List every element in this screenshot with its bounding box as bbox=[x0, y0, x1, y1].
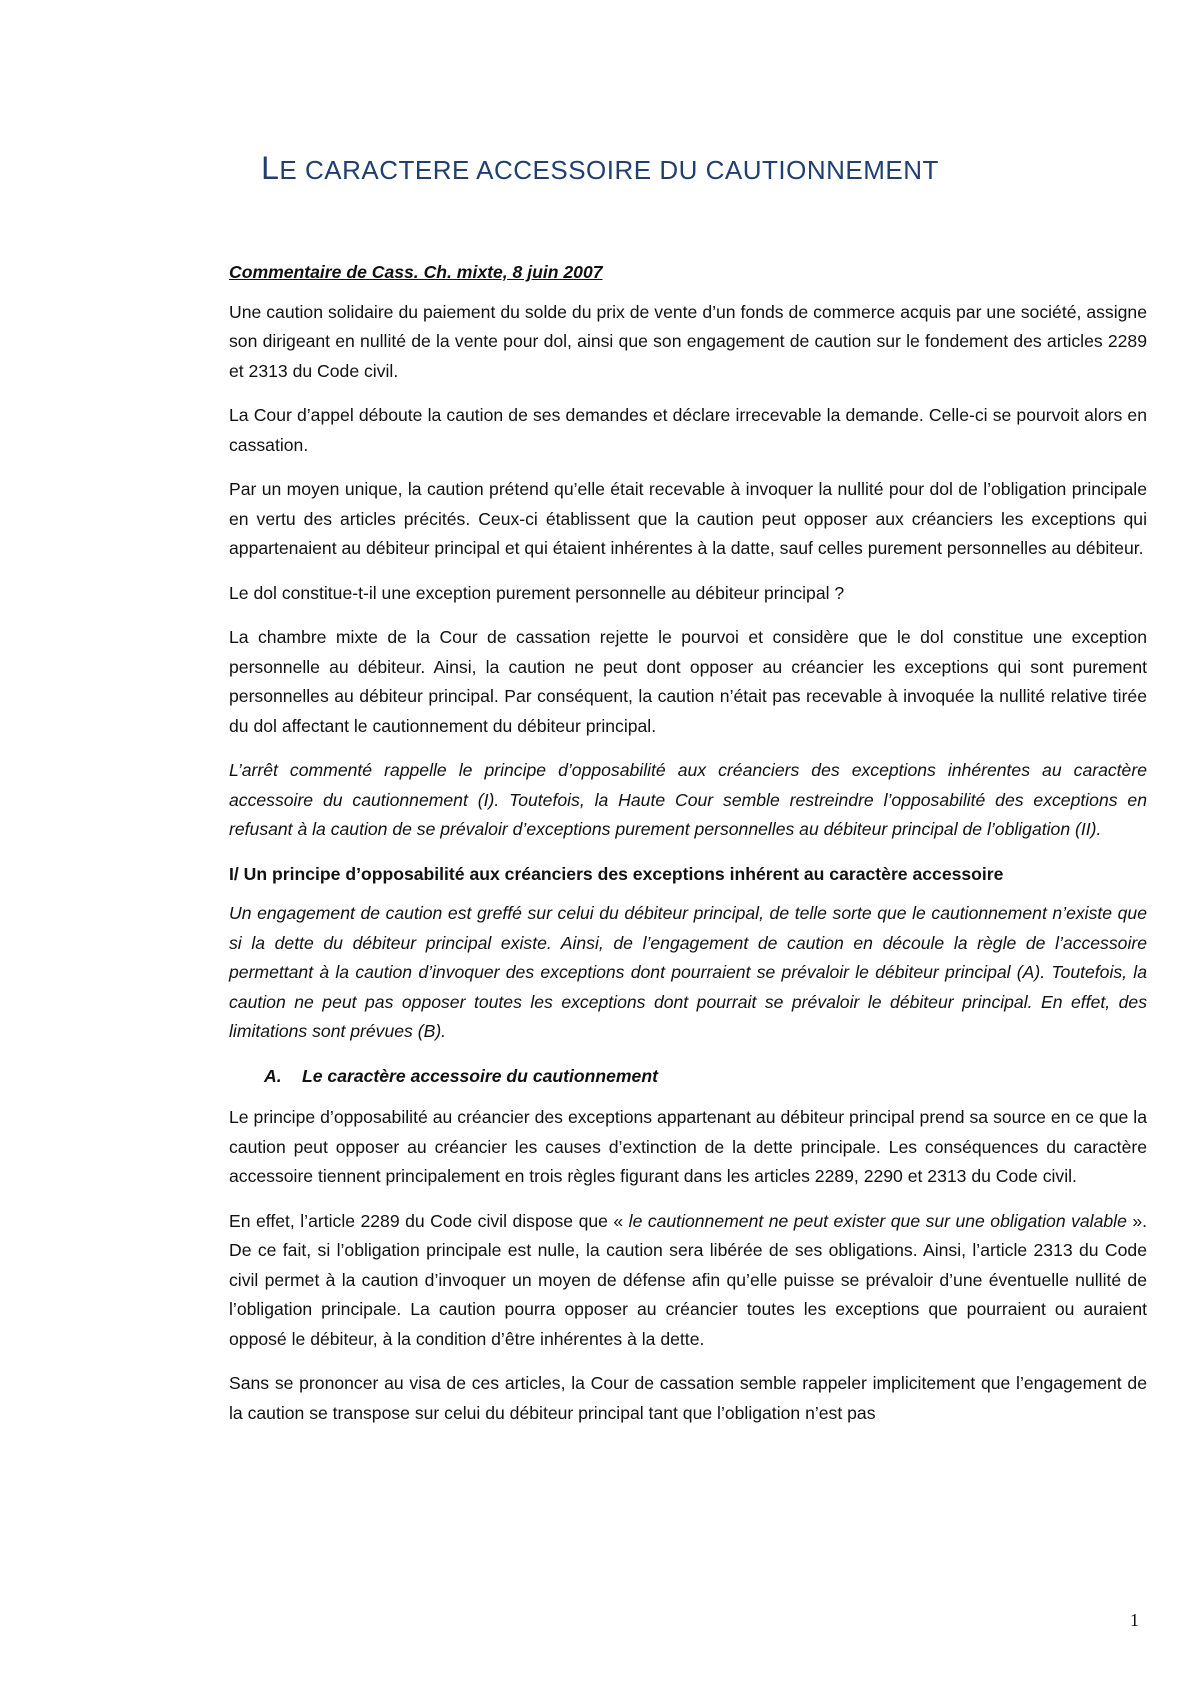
paragraph-claims: Par un moyen unique, la caution prétend qu’elle était recevable à invoquer la nullité pour dol de l’obligation principale en vertu des articles précités. Ceux-ci établissent que la caution peut opposer aux créanciers les exceptions qui appartenaient au débiteur principal et qui étaient inhérentes à la datte, sauf celles purement personnelles au débiteur. bbox=[229, 479, 1147, 558]
article-text-start: En effet, l’article 2289 du Code civil dispose que « bbox=[229, 1210, 629, 1231]
paragraph-solution: La chambre mixte de la Cour de cassation rejette le pourvoi et considère que le dol constitue une exception personnelle au débiteur. Ainsi, la caution ne peut dont opposer au créancier les exceptions qui sont purement personnelles au débiteur principal. Par conséquent, la caution n’était pas recevable à invoquée la nullité relative tirée du dol affectant le cautionnement du débiteur principal. bbox=[229, 627, 1147, 736]
title-initial: L bbox=[261, 150, 280, 186]
paragraph-court-position: Sans se prononcer au visa de ces articles, la Cour de cassation semble rappeler implicitement que l’engagement de la caution se transpose sur celui du débiteur principal tant que l’obligation n’est pas bbox=[229, 1373, 1147, 1423]
paragraph-section-intro: Un engagement de caution est greffé sur celui du débiteur principal, de telle sorte que le cautionnement n’existe que si la dette du débiteur principal existe. Ainsi, de l’engagement de caution en découle la règle de l’accessoire permettant à la caution d’invoquer des exceptions dont pourraient se prévaloir le débiteur principal (A). Toutefois, la caution ne peut pas opposer toutes les exceptions dont pourrait se prévaloir le débiteur principal. En effet, des limitations sont prévues (B). bbox=[229, 903, 1147, 1041]
paragraph-question: Le dol constitue-t-il une exception purement personnelle au débiteur principal ? bbox=[229, 582, 845, 603]
section-heading-1: I/ Un principe d’opposabilité aux créanciers des exceptions inhérent au caractère accessoire bbox=[229, 863, 1004, 884]
page-number: 1 bbox=[1130, 1610, 1139, 1630]
subsection-title: Le caractère accessoire du cautionnement bbox=[302, 1065, 658, 1086]
document-subtitle: Commentaire de Cass. Ch. mixte, 8 juin 2007 bbox=[229, 262, 603, 282]
document-body bbox=[229, 258, 1147, 1443]
title-rest: E CARACTERE ACCESSOIRE DU CAUTIONNEMENT bbox=[279, 155, 939, 185]
paragraph-principle: Le principe d’opposabilité au créancier des exceptions appartenant au débiteur principal prend sa source en ce que la caution peut opposer au créancier les causes d’extinction de la dette principale. Les conséquences du caractère accessoire tiennent principalement en trois règles figurant dans les articles 2289, 2290 et 2313 du Code civil. bbox=[229, 1107, 1147, 1186]
subsection-heading-a bbox=[229, 1062, 1147, 1092]
paragraph-facts: Une caution solidaire du paiement du solde du prix de vente d’un fonds de commerce acquis par une société, assigne son dirigeant en nullité de la vente pour dol, ainsi que son engagement de caution sur le fondement des articles 2289 et 2313 du Code civil. bbox=[229, 301, 1147, 381]
article-quote: le cautionnement ne peut exister que sur une obligation valable bbox=[628, 1210, 1127, 1231]
document-title bbox=[0, 150, 1200, 187]
paragraph-article-2289 bbox=[229, 1207, 1147, 1355]
subsection-number: A. bbox=[264, 1065, 282, 1086]
paragraph-procedure: La Cour d’appel déboute la caution de ses demandes et déclare irrecevable la demande. Celle-ci se pourvoit alors en cassation. bbox=[229, 405, 1147, 455]
paragraph-announcement: L’arrêt commenté rappelle le principe d’opposabilité aux créanciers des exceptions inhérentes au caractère accessoire du cautionnement (I). Toutefois, la Haute Cour semble restreindre l’opposabilité des exceptions en refusant à la caution de se prévaloir d’exceptions purement personnelles au débiteur principal de l’obligation (II). bbox=[229, 760, 1147, 839]
article-text-end: ». De ce fait, si l’obligation principale est nulle, la caution sera libérée de ses obligations. Ainsi, l’article 2313 du Code civil permet à la caution d’invoquer un moyen de défense afin qu’elle puisse se prévaloir d’une éventuelle nullité de l’obligation principale. La caution pourra opposer au créancier toutes les exceptions que pourraient ou auraient opposé le débiteur, à la condition d’être inhérentes à la dette. bbox=[229, 1210, 1148, 1349]
